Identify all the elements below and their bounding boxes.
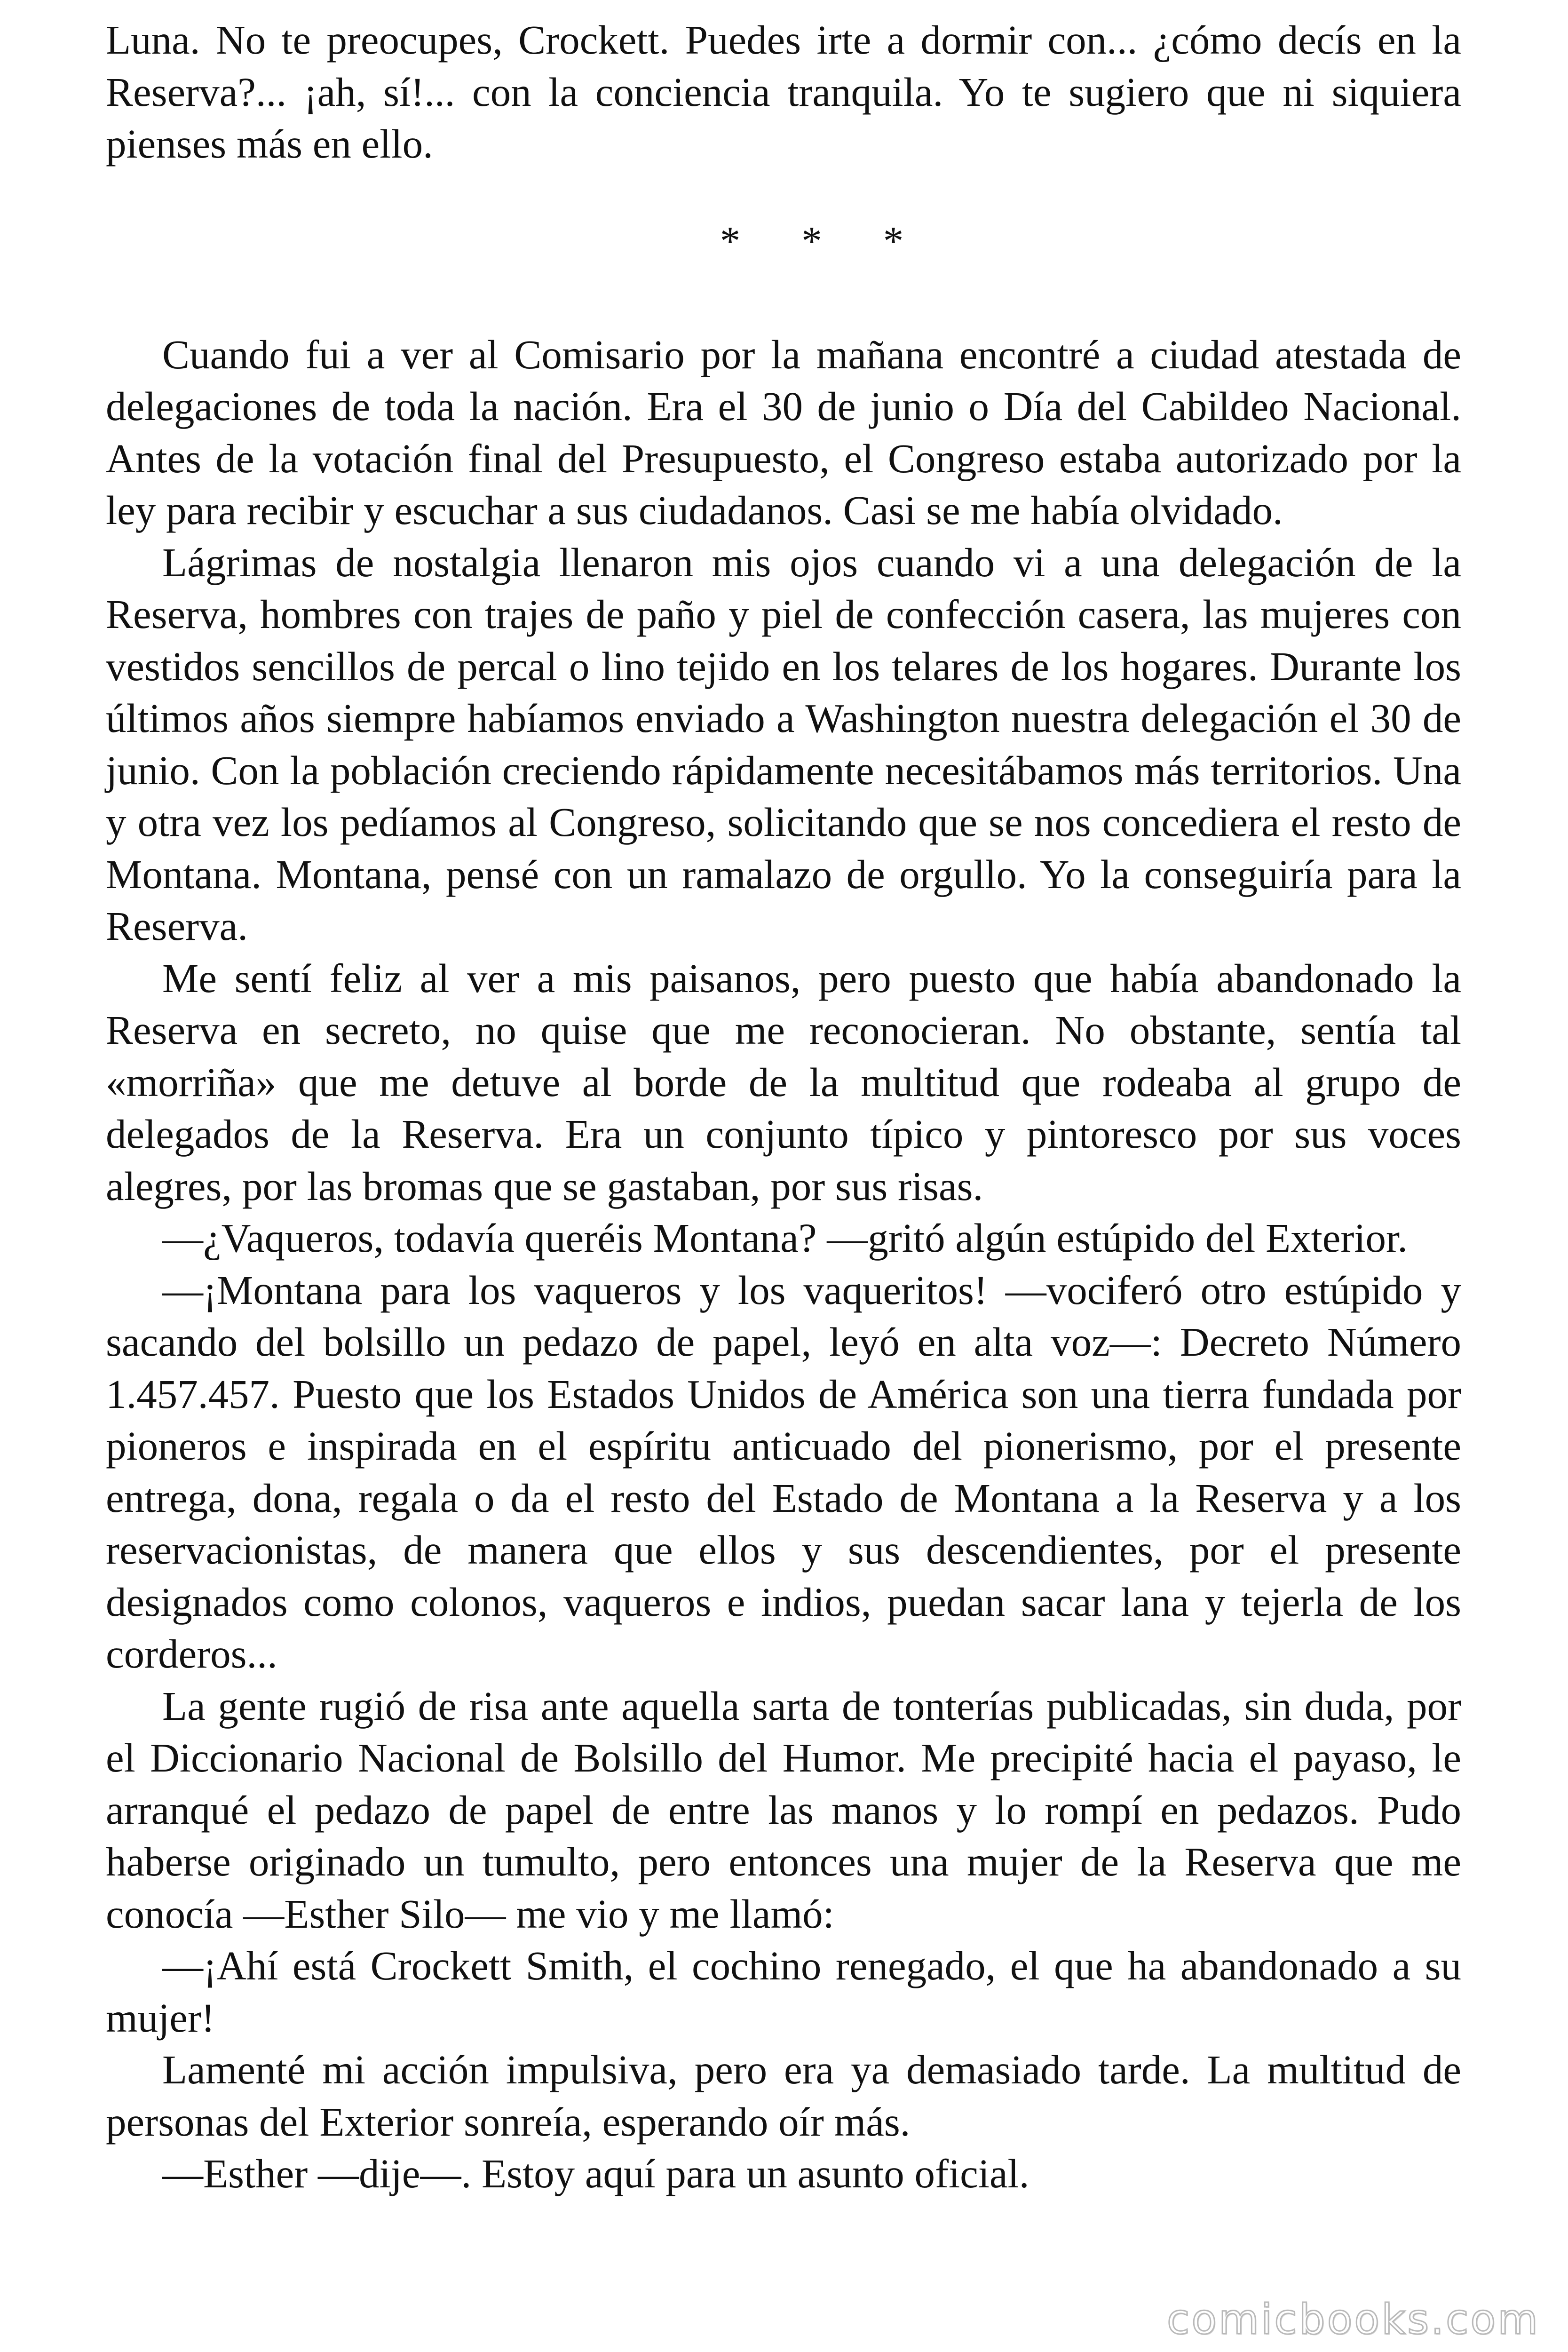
paragraph: La gente rugió de risa ante aquella sarta de tonterías publicadas, sin duda, por el Diccionario Nacional de Bolsillo del Humor. Me precipité hacia el payaso, le arranqué el pedazo de papel de entre las manos y lo rompí en pedazos. Pudo haberse originado un tumulto, pero entonces una mujer de la Reserva que me conocía —Esther Silo— me vio y me llamó:	[106, 1683, 1461, 1937]
dialogue-paragraph: —¡Ahí está Crockett Smith, el cochino renegado, el que ha abandonado a su mujer!	[106, 1943, 1461, 2041]
section-separator	[106, 215, 1461, 267]
dialogue-paragraph: —¡Montana para los vaqueros y los vaqueritos! —vociferó otro estúpido y sacando del bolsillo un pedazo de papel, leyó en alta voz—: Decreto Número 1.457.457. Puesto que los Estados Unidos de América son una tierra fundada por pioneros e inspirada en el espíritu anticuado del pionerismo, por el presente entrega, dona, regala o da el resto del Estado de Montana a la Reserva y a los reservacionistas, de manera que ellos y sus descendientes, por el presente designados como colonos, vaqueros e indios, puedan sacar lana y tejerla de los corderos...	[106, 1267, 1461, 1677]
watermark-logo: comicbooks.com	[1166, 2295, 1540, 2344]
paragraph: Me sentí feliz al ver a mis paisanos, pero puesto que había abandonado la Reserva en secreto, no quise que me reconocieran. No obstante, sentía tal «morriña» que me detuve al borde de la multitud que rodeaba al grupo de delegados de la Reserva. Era un conjunto típico y pintoresco por sus voces alegres, por las bromas que se gastaban, por sus risas.	[106, 955, 1461, 1209]
separator-asterisk: *	[720, 217, 741, 263]
paragraph: Cuando fui a ver al Comisario por la mañana encontré a ciudad atestada de delegaciones de toda la nación. Era el 30 de junio o Día del Cabildeo Nacional. Antes de la votación final del Presupuesto, el Congreso estaba autorizado por la ley para recibir y escuchar a sus ciudadanos. Casi se me había olvidado.	[106, 331, 1461, 533]
dialogue-paragraph: —Esther —dije—. Estoy aquí para un asunto oficial.	[162, 2151, 1029, 2196]
opening-paragraph: Luna. No te preocupes, Crockett. Puedes irte a dormir con... ¿cómo decís en la Reserva?... ¡ah, sí!... con la conciencia tranquila. Yo te sugiero que ni siquiera pienses más en ello.	[106, 17, 1461, 167]
paragraph: Lágrimas de nostalgia llenaron mis ojos cuando vi a una delegación de la Reserva, hombres con trajes de paño y piel de confección casera, las mujeres con vestidos sencillos de percal o lino tejido en los telares de los hogares. Durante los últimos años siempre habíamos enviado a Washington nuestra delegación el 30 de junio. Con la población creciendo rápidamente necesitábamos más territorios. Una y otra vez los pedíamos al Congreso, solicitando que se nos concediera el resto de Montana. Montana, pensé con un ramalazo de orgullo. Yo la conseguiría para la Reserva.	[106, 539, 1461, 949]
book-page	[106, 14, 1461, 2200]
dialogue-paragraph: —¿Vaqueros, todavía queréis Montana? —gritó algún estúpido del Exterior.	[162, 1215, 1408, 1261]
paragraph: Lamenté mi acción impulsiva, pero era ya demasiado tarde. La multitud de personas del Exterior sonreía, esperando oír más.	[106, 2047, 1461, 2145]
separator-asterisk: *	[801, 217, 822, 263]
separator-asterisk: *	[883, 217, 904, 263]
